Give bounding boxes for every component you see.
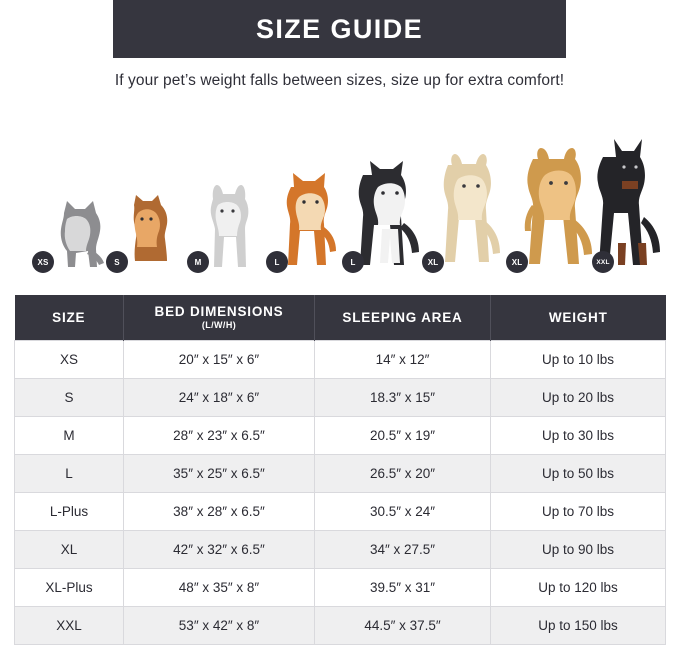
cell-size: XXL [15, 607, 124, 645]
cell-sleeping: 18.3″ x 15″ [315, 379, 491, 417]
table-row [15, 341, 666, 379]
page-title: SIZE GUIDE [255, 13, 424, 44]
cell-sleeping: 34″ x 27.5″ [315, 531, 491, 569]
header-sleeping-area [315, 295, 491, 341]
header-size [15, 295, 124, 341]
header-size-label: SIZE [52, 309, 86, 325]
size-badge-xxl: XXL [592, 251, 614, 273]
cell-size: XL-Plus [15, 569, 124, 607]
header-bed-dimensions-sub: (L/W/H) [201, 320, 237, 330]
pet-slot-xxl [592, 143, 666, 273]
cell-size: L-Plus [15, 493, 124, 531]
pet-slot-l2 [342, 161, 428, 273]
pet-size-illustrations [14, 133, 665, 273]
cell-sleeping: 14″ x 12″ [315, 341, 491, 379]
size-badge-l1: L [266, 251, 288, 273]
pet-slot-s [106, 197, 176, 273]
header-bar [113, 0, 566, 58]
doberman-silhouette [596, 139, 668, 267]
pet-slot-xl1 [422, 155, 508, 273]
size-badge-xl1: XL [422, 251, 444, 273]
size-badge-m: M [187, 251, 209, 273]
pet-slot-m [187, 187, 261, 273]
cell-size: M [15, 417, 124, 455]
cell-size: S [15, 379, 124, 417]
size-badge-s: S [106, 251, 128, 273]
cell-weight: Up to 70 lbs [491, 493, 666, 531]
table-row [15, 455, 666, 493]
cell-weight: Up to 150 lbs [491, 607, 666, 645]
pet-slot-l1 [266, 173, 346, 273]
cell-weight: Up to 20 lbs [491, 379, 666, 417]
size-badge-l2: L [342, 251, 364, 273]
pet-slot-xl2 [506, 149, 606, 273]
border-collie-silhouette [348, 157, 432, 267]
cell-sleeping: 39.5″ x 31″ [315, 569, 491, 607]
cell-dimensions: 42″ x 32″ x 6.5″ [124, 531, 315, 569]
cell-weight: Up to 30 lbs [491, 417, 666, 455]
header-band [0, 0, 679, 58]
size-table-wrapper [14, 295, 665, 645]
pet-slot-xs [32, 203, 102, 273]
cell-dimensions: 24″ x 18″ x 6″ [124, 379, 315, 417]
cell-size: XS [15, 341, 124, 379]
cell-weight: Up to 120 lbs [491, 569, 666, 607]
cell-sleeping: 20.5″ x 19″ [315, 417, 491, 455]
header-sleeping-area-label: SLEEPING AREA [342, 309, 463, 325]
header-weight-label: WEIGHT [548, 309, 608, 325]
cell-dimensions: 35″ x 25″ x 6.5″ [124, 455, 315, 493]
cell-sleeping: 26.5″ x 20″ [315, 455, 491, 493]
cell-dimensions: 38″ x 28″ x 6.5″ [124, 493, 315, 531]
cell-weight: Up to 50 lbs [491, 455, 666, 493]
header-bed-dimensions-label: BED DIMENSIONS [154, 304, 284, 319]
cell-weight: Up to 90 lbs [491, 531, 666, 569]
cell-dimensions: 53″ x 42″ x 8″ [124, 607, 315, 645]
table-row [15, 493, 666, 531]
cell-sleeping: 30.5″ x 24″ [315, 493, 491, 531]
cell-size: XL [15, 531, 124, 569]
subtitle-text: If your pet’s weight falls between sizes, size up for extra comfort! [114, 72, 565, 89]
cell-weight: Up to 10 lbs [491, 341, 666, 379]
table-row [15, 569, 666, 607]
cell-dimensions: 28″ x 23″ x 6.5″ [124, 417, 315, 455]
size-table [14, 295, 666, 645]
table-row [15, 417, 666, 455]
size-badge-xl2: XL [506, 251, 528, 273]
header-bed-dimensions [124, 295, 315, 341]
table-row [15, 379, 666, 417]
table-row [15, 607, 666, 645]
header-weight [491, 295, 666, 341]
cell-dimensions: 20″ x 15″ x 6″ [124, 341, 315, 379]
cell-size: L [15, 455, 124, 493]
cell-dimensions: 48″ x 35″ x 8″ [124, 569, 315, 607]
table-header-row [15, 295, 666, 341]
labrador-silhouette [428, 151, 512, 267]
cell-sleeping: 44.5″ x 37.5″ [315, 607, 491, 645]
size-badge-xs: XS [32, 251, 54, 273]
table-row [15, 531, 666, 569]
